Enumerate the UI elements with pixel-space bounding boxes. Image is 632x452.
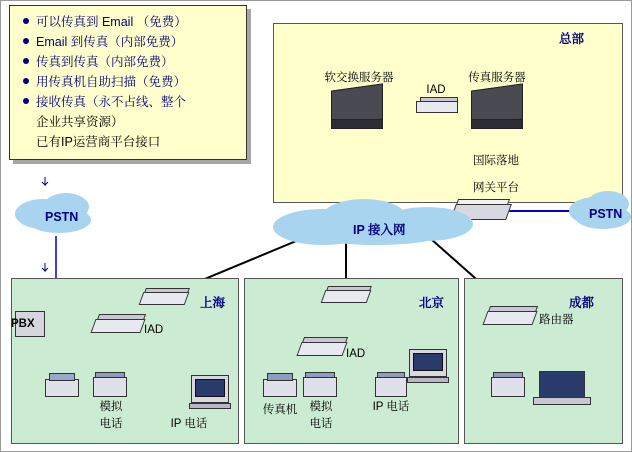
list-item <box>36 32 242 52</box>
shanghai-analog-phone-icon <box>93 377 127 397</box>
beijing-switch-icon <box>321 290 372 303</box>
chengdu-phone-icon <box>491 377 525 397</box>
beijing-pc-screen <box>413 353 443 371</box>
chengdu-laptop-base <box>533 397 591 405</box>
beijing-pc-base <box>407 377 449 383</box>
bullet-icon <box>23 58 29 64</box>
feature-note-box <box>9 5 247 160</box>
shanghai-fax-icon <box>45 379 79 397</box>
list-item-label: 传真到传真（内部免费） <box>36 55 174 69</box>
beijing-fax-icon <box>263 379 297 397</box>
chengdu-router-label: 路由器 <box>539 314 574 326</box>
softswitch-server-base <box>331 119 383 129</box>
chengdu-phone-handset <box>493 372 523 378</box>
beijing-fax-label: 传真机 <box>262 404 298 416</box>
beijing-switch-top <box>326 286 372 291</box>
beijing-fax-top <box>267 373 293 381</box>
beijing-analog-phone-icon <box>303 377 337 397</box>
shanghai-ip-phone-screen <box>195 379 225 397</box>
shanghai-ip-phone-label: IP 电话 <box>170 418 208 430</box>
fax-server-label: 传真服务器 <box>468 72 526 84</box>
list-item <box>36 72 242 92</box>
shanghai-analog-phone-handset <box>95 372 125 378</box>
shanghai-iad-label: IAD <box>144 324 164 336</box>
pstn-left-label: PSTN <box>45 210 79 224</box>
shanghai-analog-phone-label-1: 模拟 <box>99 401 123 413</box>
list-item <box>36 92 242 112</box>
beijing-analog-phone-label-2: 电话 <box>309 418 333 430</box>
bullet-icon <box>23 38 29 44</box>
list-item <box>36 52 242 72</box>
softswitch-server-label: 软交换服务器 <box>324 72 394 84</box>
list-item <box>36 112 242 132</box>
beijing-analog-phone-handset <box>305 372 335 378</box>
beijing-iad-label: IAD <box>346 348 366 360</box>
pbx-label: PBX <box>11 318 35 330</box>
list-item <box>36 132 242 152</box>
chengdu-router-top <box>488 306 538 312</box>
gateway-label-line1: 国际落地 <box>473 155 519 167</box>
list-item <box>36 12 242 32</box>
list-item-label: 用传真机自助扫描（免费） <box>36 75 187 89</box>
beijing-ip-phone-handset <box>377 372 405 378</box>
shanghai-iad-icon <box>90 319 145 333</box>
beijing-analog-phone-label-1: 模拟 <box>309 401 333 413</box>
hq-iad-label: IAD <box>426 84 446 96</box>
list-item-label: 已有IP运营商平台接口 <box>36 135 161 149</box>
bullet-icon <box>23 18 29 24</box>
gateway-label-line2: 网关平台 <box>473 182 519 194</box>
list-item-label: 企业共享资源） <box>36 115 124 129</box>
shanghai-fax-top <box>49 373 75 381</box>
hq-iad-icon <box>416 101 458 113</box>
beijing-iad-top <box>302 337 348 343</box>
list-item-label: Email 到传真（内部免费） <box>36 35 184 49</box>
fax-server-base <box>471 119 523 129</box>
shanghai-ip-phone-base <box>189 403 231 409</box>
gateway-device-top <box>456 199 510 205</box>
hq-iad-icon-top <box>420 97 458 102</box>
region-chengdu <box>464 278 623 444</box>
shanghai-switch-top <box>144 288 190 293</box>
bullet-icon <box>23 78 29 84</box>
chengdu-laptop-screen <box>539 371 585 399</box>
region-chengdu-title: 成都 <box>569 296 595 310</box>
region-beijing-title: 北京 <box>419 296 445 310</box>
shanghai-iad-top <box>97 314 146 320</box>
chengdu-router-icon <box>482 311 537 325</box>
region-headquarters-title: 总部 <box>559 32 585 46</box>
list-item-label: 接收传真（永不占线、整个 <box>36 95 187 109</box>
pstn-right-label: PSTN <box>589 207 623 221</box>
shanghai-analog-phone-label-2: 电话 <box>99 418 123 430</box>
region-headquarters <box>273 23 623 203</box>
bullet-icon <box>23 98 29 104</box>
shanghai-switch-icon <box>139 292 190 305</box>
region-shanghai-title: 上海 <box>200 296 226 310</box>
ip-network-label: IP 接入网 <box>353 223 406 237</box>
beijing-ip-phone-label: IP 电话 <box>372 401 410 413</box>
feature-list <box>10 6 246 152</box>
beijing-ip-phone-icon <box>375 377 407 397</box>
beijing-iad-icon <box>296 342 347 356</box>
list-item-label: 可以传真到 Email （免费） <box>36 15 187 29</box>
